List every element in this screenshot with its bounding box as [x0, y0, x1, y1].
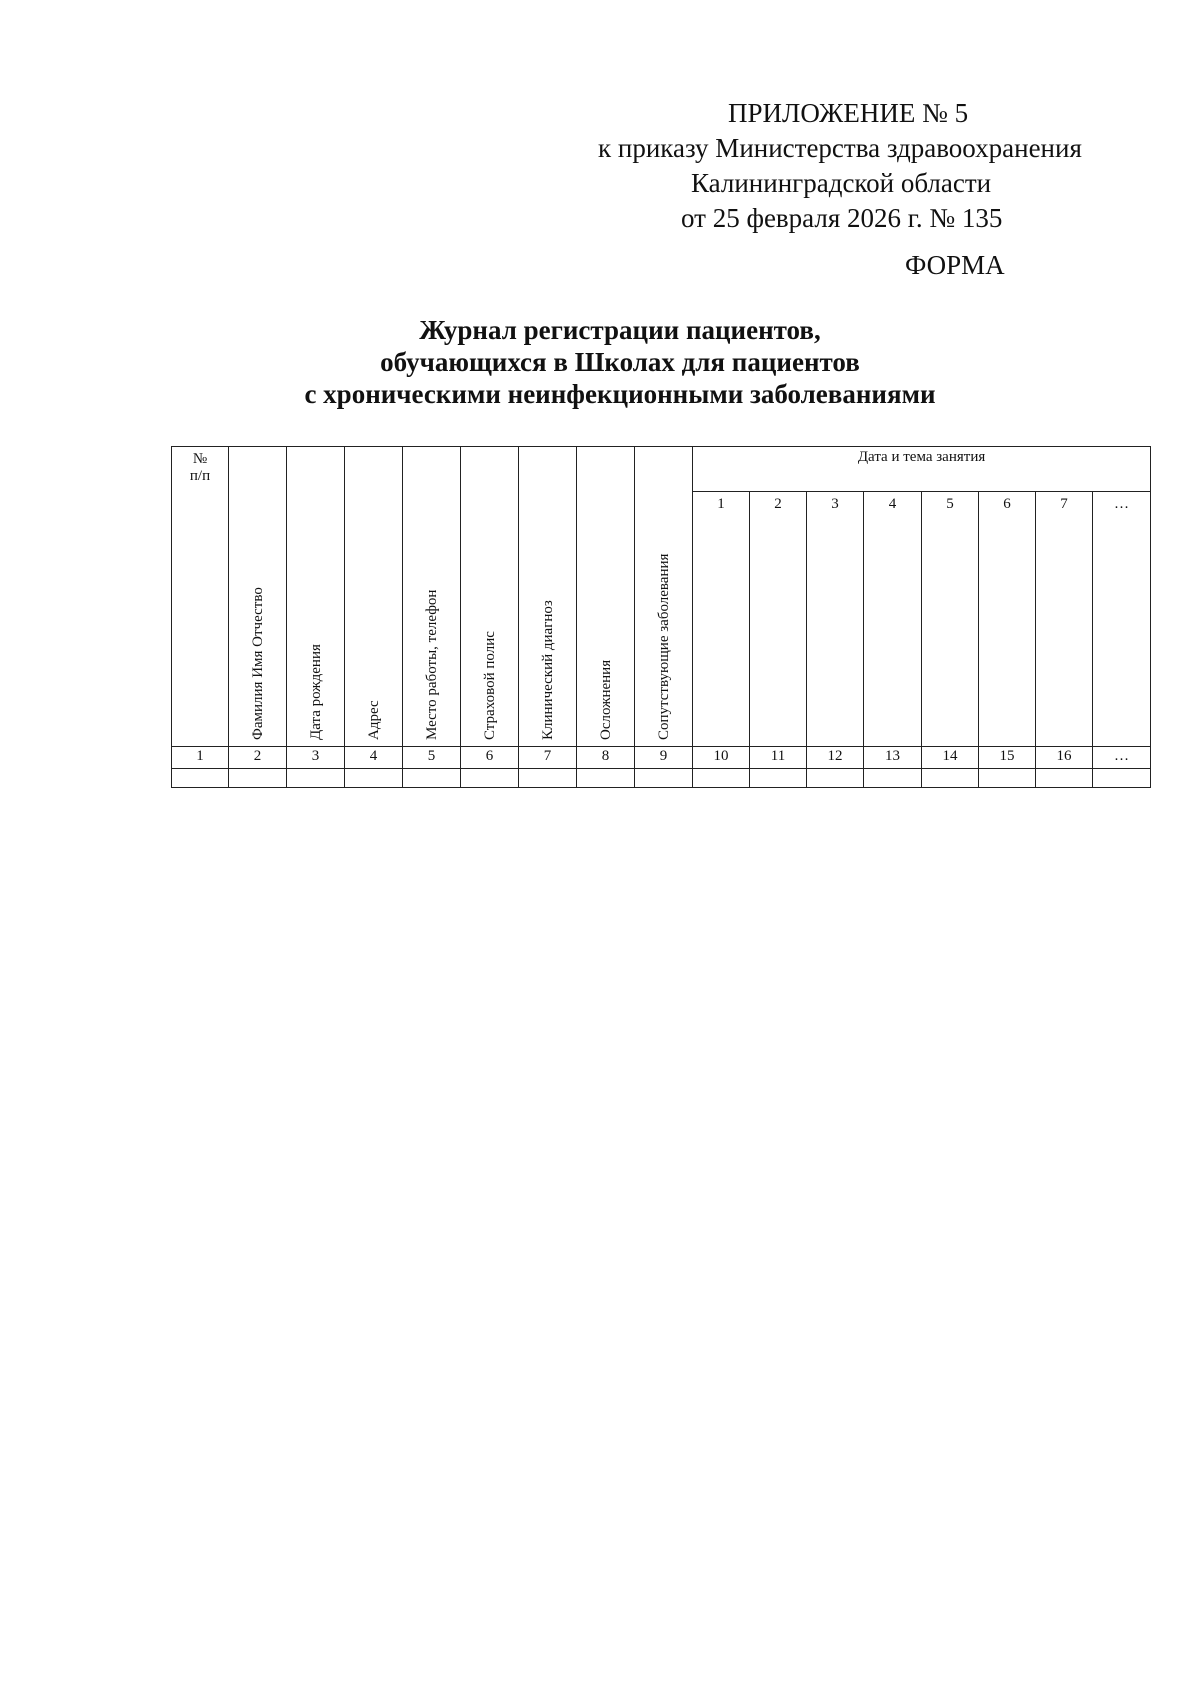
empty-cell — [229, 769, 287, 788]
empty-cell — [807, 769, 864, 788]
session-number: 7 — [1036, 492, 1093, 747]
empty-cell — [345, 769, 403, 788]
header-workplace-phone-label: Место работы, телефон — [423, 589, 440, 740]
empty-cell — [403, 769, 461, 788]
header-insurance-policy-label: Страховой полис — [481, 631, 498, 740]
empty-cell — [693, 769, 750, 788]
header-comorbidities-label: Сопутствующие заболевания — [655, 553, 672, 740]
empty-cell — [172, 769, 229, 788]
column-number: 1 — [172, 747, 229, 769]
registration-journal-table — [171, 446, 1151, 788]
header-full-name — [229, 447, 287, 747]
column-number: 8 — [577, 747, 635, 769]
column-number: 15 — [979, 747, 1036, 769]
empty-cell — [461, 769, 519, 788]
column-number: 5 — [403, 747, 461, 769]
empty-cell — [864, 769, 922, 788]
empty-cell — [577, 769, 635, 788]
session-number: … — [1093, 492, 1151, 747]
session-number: 4 — [864, 492, 922, 747]
column-number: 10 — [693, 747, 750, 769]
column-number: 16 — [1036, 747, 1093, 769]
column-number-row — [172, 747, 1151, 769]
header-birth-date-label: Дата рождения — [307, 644, 324, 740]
column-number: 3 — [287, 747, 345, 769]
header-full-name-label: Фамилия Имя Отчество — [249, 587, 266, 740]
appendix-header — [560, 96, 1120, 236]
header-complications — [577, 447, 635, 747]
header-clinical-diagnosis-label: Клинический диагноз — [539, 600, 556, 740]
form-label: ФОРМА — [905, 250, 1005, 280]
session-number: 2 — [750, 492, 807, 747]
column-number: 9 — [635, 747, 693, 769]
table-header-row — [172, 447, 1151, 492]
header-address-label: Адрес — [365, 700, 382, 740]
session-number: 5 — [922, 492, 979, 747]
empty-cell — [635, 769, 693, 788]
empty-cell — [287, 769, 345, 788]
empty-cell — [922, 769, 979, 788]
appendix-region: Калининградской области — [691, 168, 992, 198]
empty-cell — [979, 769, 1036, 788]
document-title-line: с хроническими неинфекционными заболеваниями — [304, 379, 936, 409]
document-title-line: обучающихся в Школах для пациентов — [380, 347, 860, 377]
session-number: 3 — [807, 492, 864, 747]
column-number: 14 — [922, 747, 979, 769]
header-complications-label: Осложнения — [597, 659, 614, 740]
document-title — [200, 314, 1040, 410]
session-number: 6 — [979, 492, 1036, 747]
header-comorbidities — [635, 447, 693, 747]
column-number: 2 — [229, 747, 287, 769]
column-number: … — [1093, 747, 1151, 769]
header-clinical-diagnosis — [519, 447, 577, 747]
column-number: 11 — [750, 747, 807, 769]
header-insurance-policy — [461, 447, 519, 747]
appendix-title: ПРИЛОЖЕНИЕ № 5 — [728, 98, 969, 128]
appendix-order-ref: к приказу Министерства здравоохранения — [598, 133, 1082, 163]
empty-cell — [519, 769, 577, 788]
column-number: 7 — [519, 747, 577, 769]
column-number: 6 — [461, 747, 519, 769]
column-number: 12 — [807, 747, 864, 769]
header-row-number: № п/п — [172, 447, 229, 747]
header-workplace-phone — [403, 447, 461, 747]
appendix-date: от 25 февраля 2026 г. № 135 — [681, 203, 1003, 233]
column-number: 13 — [864, 747, 922, 769]
header-address — [345, 447, 403, 747]
header-birth-date — [287, 447, 345, 747]
empty-cell — [1093, 769, 1151, 788]
session-number: 1 — [693, 492, 750, 747]
column-number: 4 — [345, 747, 403, 769]
empty-cell — [750, 769, 807, 788]
header-session-date-topic: Дата и тема занятия — [693, 447, 1151, 492]
document-title-line: Журнал регистрации пациентов, — [419, 315, 821, 345]
empty-cell — [1036, 769, 1093, 788]
empty-entry-row — [172, 769, 1151, 788]
